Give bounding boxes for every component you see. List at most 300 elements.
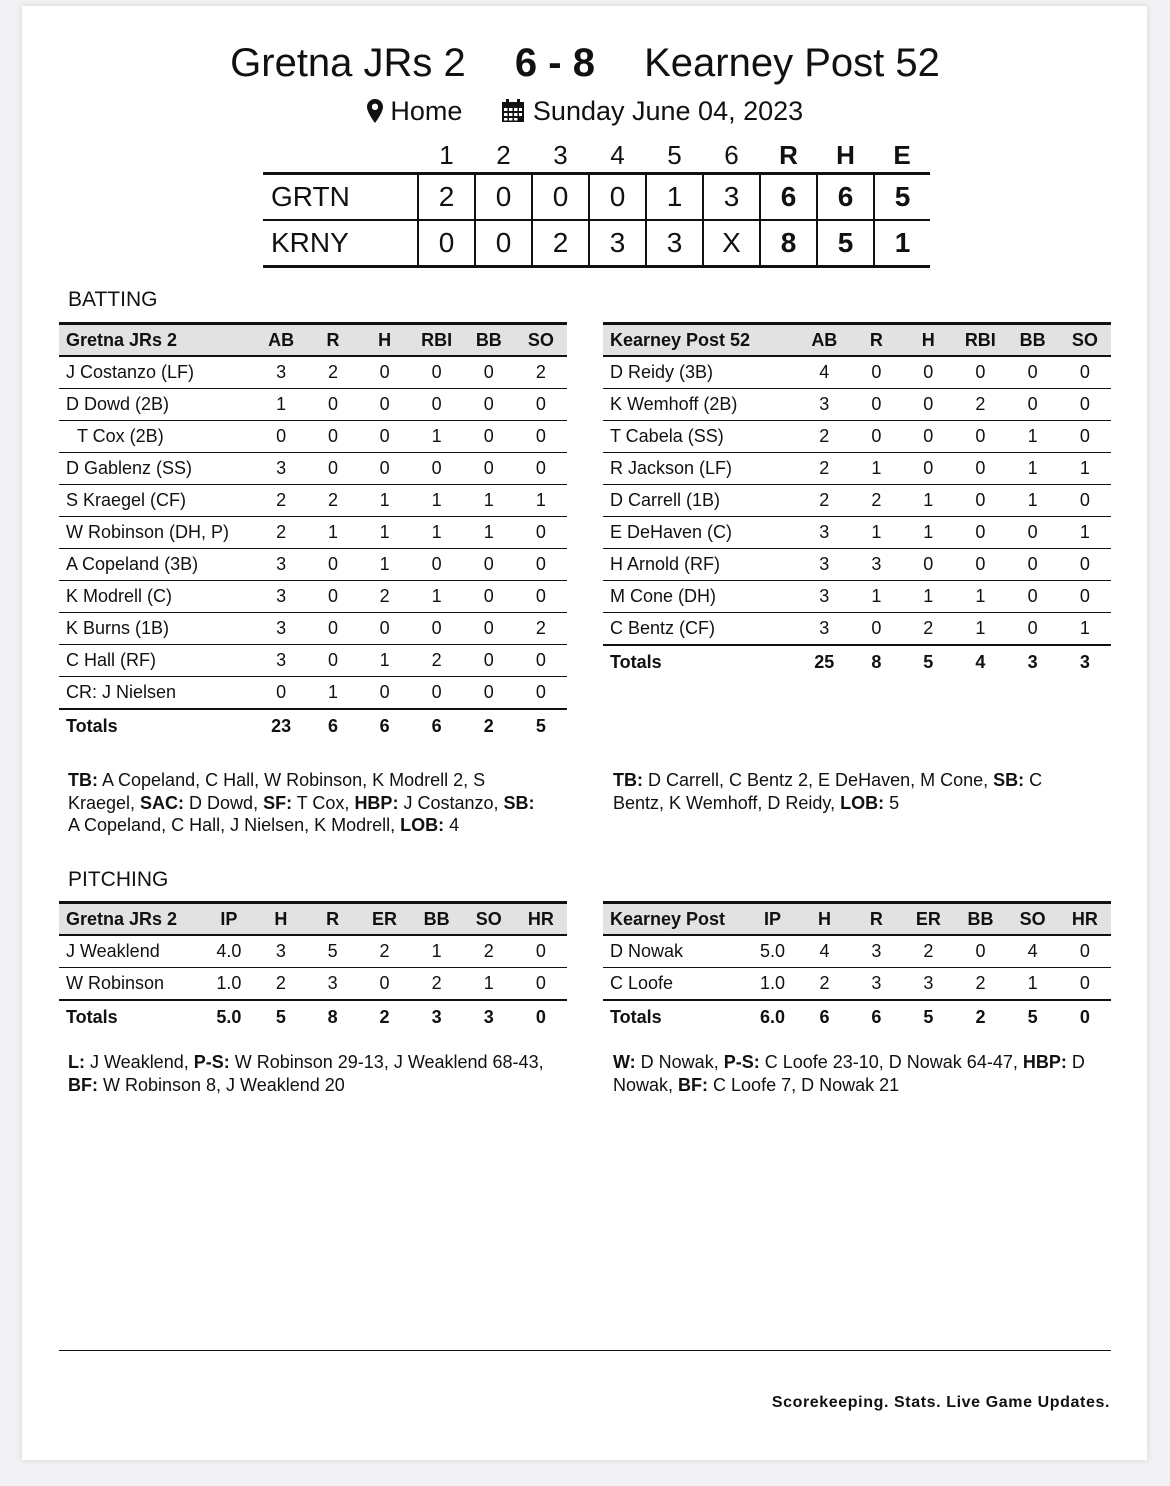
- pitching-section-label: PITCHING: [68, 868, 169, 891]
- stat-value: 2: [954, 389, 1006, 421]
- player-row: [603, 613, 1111, 646]
- stat-value: 5: [307, 935, 359, 968]
- total-value: 8: [850, 645, 902, 678]
- stats-header-row: [603, 324, 1111, 357]
- total-value: 6: [307, 709, 359, 742]
- note-label: TB:: [613, 770, 643, 790]
- inning-runs: 0: [475, 174, 532, 221]
- stat-value: 1: [850, 517, 902, 549]
- player-row: [603, 581, 1111, 613]
- total-value: 3: [411, 1000, 463, 1033]
- note-text: A Copeland, C Hall, J Nielsen, K Modrell,: [68, 815, 401, 835]
- player-name: W Robinson (DH, P): [59, 517, 255, 549]
- footer-tagline: Scorekeeping. Stats. Live Game Updates.: [771, 1394, 1110, 1411]
- player-name: H Arnold (RF): [603, 549, 798, 581]
- pitching-table-away: [603, 901, 1111, 1033]
- inning-runs: 0: [589, 174, 646, 221]
- linescore-row: [263, 174, 930, 221]
- stat-value: 0: [1059, 935, 1111, 968]
- note-label: SB:: [503, 792, 535, 813]
- linescore-team: GRTN: [263, 174, 418, 221]
- total-value: 6: [359, 709, 411, 742]
- game-info: [0, 94, 1170, 128]
- player-row: [59, 935, 567, 968]
- column-header: BB: [411, 903, 463, 936]
- stat-value: 0: [463, 677, 515, 710]
- stat-value: 1: [411, 581, 463, 613]
- stat-value: 3: [798, 389, 850, 421]
- player-name: D Reidy (3B): [603, 356, 798, 389]
- player-name: D Gablenz (SS): [59, 453, 255, 485]
- stat-value: 2: [515, 613, 567, 645]
- stat-value: 0: [515, 517, 567, 549]
- stat-value: 0: [850, 421, 902, 453]
- total-value: 3: [1007, 645, 1059, 678]
- note-label: BF:: [68, 1074, 98, 1095]
- note-label: P-S:: [723, 1052, 760, 1072]
- linescore-row: [263, 220, 930, 267]
- rhe-value: 8: [760, 220, 817, 267]
- stat-value: 0: [359, 421, 411, 453]
- stat-value: 0: [850, 613, 902, 646]
- batting-notes-home: [68, 769, 548, 837]
- total-value: 5: [902, 1000, 954, 1033]
- player-row: [603, 453, 1111, 485]
- inning-runs: 0: [418, 220, 475, 267]
- note-text: C Loofe 7, D Nowak 21: [708, 1074, 900, 1095]
- stat-value: 2: [255, 485, 307, 517]
- totals-row: [603, 645, 1111, 678]
- player-row: [59, 645, 567, 677]
- stat-value: 1: [515, 485, 567, 517]
- stat-value: 0: [1007, 517, 1059, 549]
- total-value: 6: [850, 1000, 902, 1033]
- total-value: 6: [411, 709, 463, 742]
- stat-value: 1: [1059, 453, 1111, 485]
- stat-value: 0: [255, 677, 307, 710]
- stat-value: 0: [463, 421, 515, 453]
- player-name: S Kraegel (CF): [59, 485, 255, 517]
- stat-value: 0: [1007, 613, 1059, 646]
- inning-header: 3: [553, 139, 568, 170]
- stat-value: 2: [307, 485, 359, 517]
- column-header: SO: [1007, 903, 1059, 936]
- stat-value: 1: [411, 485, 463, 517]
- rhe-header: H: [836, 139, 855, 170]
- note-label: TB:: [68, 770, 98, 790]
- column-header: SO: [1059, 324, 1111, 357]
- stat-value: 4.0: [203, 935, 255, 968]
- stat-value: 1: [359, 485, 411, 517]
- player-row: [59, 549, 567, 581]
- stat-value: 0: [307, 613, 359, 645]
- stat-value: 3: [798, 549, 850, 581]
- totals-row: [59, 709, 567, 742]
- stat-value: 1: [1059, 517, 1111, 549]
- rhe-header: R: [779, 139, 798, 170]
- stat-value: 1: [850, 453, 902, 485]
- linescore-table: [263, 138, 930, 268]
- stat-value: 3: [798, 613, 850, 646]
- note-text: D Nowak,: [635, 1052, 724, 1072]
- inning-runs: 2: [418, 174, 475, 221]
- player-row: [59, 581, 567, 613]
- stat-value: 1: [411, 421, 463, 453]
- player-name: C Hall (RF): [59, 645, 255, 677]
- note-label: W:: [613, 1052, 636, 1072]
- stat-value: 0: [1059, 356, 1111, 389]
- note-label: P-S:: [193, 1052, 230, 1072]
- stat-value: 1.0: [203, 968, 255, 1001]
- note-label: SF:: [263, 792, 293, 813]
- stat-value: 2: [902, 935, 954, 968]
- total-value: 0: [515, 1000, 567, 1033]
- stat-value: 0: [463, 356, 515, 389]
- stat-value: 0: [307, 581, 359, 613]
- stat-value: 1: [307, 517, 359, 549]
- total-value: 5: [1007, 1000, 1059, 1033]
- player-name: C Bentz (CF): [603, 613, 798, 646]
- stat-value: 1: [954, 581, 1006, 613]
- column-header: H: [902, 324, 954, 357]
- note-text: T Cox,: [292, 792, 355, 813]
- player-row: [603, 968, 1111, 1001]
- stat-value: 3: [255, 613, 307, 645]
- stat-value: 1: [411, 517, 463, 549]
- player-name: D Nowak: [603, 935, 746, 968]
- total-value: 8: [307, 1000, 359, 1033]
- stat-value: 0: [1059, 968, 1111, 1001]
- stat-value: 0: [411, 549, 463, 581]
- note-text: D Carrell, C Bentz 2, E DeHaven, M Cone,: [643, 770, 994, 790]
- stat-value: 1: [1007, 485, 1059, 517]
- stat-value: 0: [954, 935, 1006, 968]
- stat-value: 2: [902, 613, 954, 646]
- total-value: 25: [798, 645, 850, 678]
- player-name: K Burns (1B): [59, 613, 255, 645]
- player-row: [603, 485, 1111, 517]
- pitching-table-home: [59, 901, 567, 1033]
- inning-runs: 3: [646, 220, 703, 267]
- column-header: BB: [463, 324, 515, 357]
- stat-value: 0: [515, 549, 567, 581]
- player-name: K Modrell (C): [59, 581, 255, 613]
- inning-header: 5: [667, 139, 682, 170]
- note-label: HBP:: [1022, 1052, 1067, 1072]
- team-header: Gretna JRs 2: [59, 324, 255, 357]
- total-value: 3: [1059, 645, 1111, 678]
- stat-value: 1: [411, 935, 463, 968]
- home-team-name: Gretna JRs 2: [230, 41, 466, 85]
- stat-value: 2: [798, 421, 850, 453]
- inning-runs: 0: [532, 174, 589, 221]
- stat-value: 0: [1007, 549, 1059, 581]
- stat-value: 3: [850, 549, 902, 581]
- stat-value: 0: [411, 389, 463, 421]
- team-header: Gretna JRs 2: [59, 903, 203, 936]
- stat-value: 0: [307, 389, 359, 421]
- player-row: [59, 389, 567, 421]
- stat-value: 2: [798, 485, 850, 517]
- stat-value: 2: [255, 968, 307, 1001]
- column-header: RBI: [411, 324, 463, 357]
- rhe-value: 6: [760, 174, 817, 221]
- column-header: ER: [359, 903, 411, 936]
- stat-value: 0: [515, 677, 567, 710]
- column-header: HR: [515, 903, 567, 936]
- stat-value: 3: [255, 935, 307, 968]
- note-label: L:: [68, 1052, 85, 1072]
- total-value: 2: [359, 1000, 411, 1033]
- inning-runs: 1: [646, 174, 703, 221]
- stat-value: 0: [954, 453, 1006, 485]
- stat-value: 4: [1007, 935, 1059, 968]
- stat-value: 0: [307, 453, 359, 485]
- note-label: SB:: [993, 770, 1025, 790]
- stat-value: 1: [359, 517, 411, 549]
- player-name: J Weaklend: [59, 935, 203, 968]
- stat-value: 2: [850, 485, 902, 517]
- stat-value: 0: [411, 356, 463, 389]
- note-text: J Weaklend,: [85, 1052, 194, 1072]
- column-header: R: [850, 324, 902, 357]
- calendar-icon: [501, 96, 525, 126]
- note-text: W Robinson 29-13, J Weaklend 68-43,: [229, 1052, 544, 1072]
- stat-value: 0: [463, 613, 515, 645]
- stat-value: 0: [359, 356, 411, 389]
- stat-value: 0: [359, 677, 411, 710]
- final-score: 6 - 8: [514, 41, 595, 85]
- column-header: IP: [203, 903, 255, 936]
- inning-runs: 2: [532, 220, 589, 267]
- total-value: 0: [1059, 1000, 1111, 1033]
- column-header: H: [799, 903, 851, 936]
- stat-value: 0: [1059, 549, 1111, 581]
- player-name: T Cox (2B): [59, 421, 255, 453]
- stat-value: 1: [255, 389, 307, 421]
- stat-value: 2: [411, 968, 463, 1001]
- inning-header: 2: [496, 139, 511, 170]
- stat-value: 4: [798, 356, 850, 389]
- stat-value: 0: [515, 421, 567, 453]
- total-value: 4: [954, 645, 1006, 678]
- note-text: D Dowd,: [184, 792, 264, 813]
- player-row: [603, 356, 1111, 389]
- stat-value: 1: [1059, 613, 1111, 646]
- player-row: [59, 453, 567, 485]
- column-header: SO: [463, 903, 515, 936]
- stat-value: 0: [515, 389, 567, 421]
- stat-value: 0: [954, 356, 1006, 389]
- map-pin-icon: [367, 96, 383, 126]
- stat-value: 3: [255, 581, 307, 613]
- stat-value: 1: [463, 968, 515, 1001]
- note-text: C Loofe 23-10, D Nowak 64-47,: [759, 1052, 1023, 1072]
- stat-value: 3: [255, 453, 307, 485]
- stat-value: 2: [255, 517, 307, 549]
- rhe-value: 5: [874, 174, 930, 221]
- stat-value: 0: [411, 453, 463, 485]
- player-name: T Cabela (SS): [603, 421, 798, 453]
- stat-value: 1: [463, 485, 515, 517]
- stats-header-row: [59, 903, 567, 936]
- player-row: [59, 485, 567, 517]
- note-text: C Bentz, K Wemhoff, D Reidy,: [613, 770, 1043, 813]
- stat-value: 0: [1007, 581, 1059, 613]
- stat-value: 1: [902, 485, 954, 517]
- rhe-value: 5: [817, 220, 874, 267]
- total-value: 2: [954, 1000, 1006, 1033]
- stat-value: 2: [954, 968, 1006, 1001]
- stat-value: 0: [954, 421, 1006, 453]
- stat-value: 1: [307, 677, 359, 710]
- stat-value: 3: [850, 935, 902, 968]
- totals-label: Totals: [59, 709, 255, 742]
- stat-value: 0: [255, 421, 307, 453]
- note-label: SAC:: [140, 792, 185, 813]
- stat-value: 1: [902, 517, 954, 549]
- note-label: LOB:: [840, 792, 885, 813]
- stat-value: 0: [954, 485, 1006, 517]
- totals-label: Totals: [603, 1000, 746, 1033]
- team-header: Kearney Post: [603, 903, 746, 936]
- inning-runs: 3: [703, 174, 760, 221]
- stat-value: 1: [1007, 968, 1059, 1001]
- column-header: R: [307, 903, 359, 936]
- stat-value: 0: [463, 581, 515, 613]
- stat-value: 5.0: [746, 935, 798, 968]
- note-label: BF:: [678, 1074, 709, 1095]
- stat-value: 0: [902, 453, 954, 485]
- stat-value: 2: [463, 935, 515, 968]
- stat-value: 0: [307, 549, 359, 581]
- column-header: R: [307, 324, 359, 357]
- player-row: [59, 677, 567, 710]
- totals-row: [603, 1000, 1111, 1033]
- stat-value: 0: [463, 453, 515, 485]
- inning-runs: 0: [475, 220, 532, 267]
- stat-value: 2: [359, 935, 411, 968]
- pitching-notes-away: [613, 1051, 1113, 1096]
- rhe-value: 1: [874, 220, 930, 267]
- total-value: 23: [255, 709, 307, 742]
- stat-value: 0: [359, 613, 411, 645]
- stat-value: 0: [1059, 389, 1111, 421]
- stat-value: 0: [359, 453, 411, 485]
- note-text: J Costanzo,: [398, 792, 504, 813]
- stat-value: 1: [463, 517, 515, 549]
- note-label: HBP:: [354, 792, 399, 813]
- stat-value: 0: [463, 549, 515, 581]
- totals-label: Totals: [59, 1000, 203, 1033]
- inning-header: 6: [724, 139, 739, 170]
- note-label: LOB:: [400, 815, 445, 835]
- total-value: 6: [799, 1000, 851, 1033]
- batting-notes-away: [613, 769, 1093, 814]
- rhe-value: 6: [817, 174, 874, 221]
- location-text: Home: [390, 96, 463, 126]
- stat-value: 1: [359, 645, 411, 677]
- player-name: M Cone (DH): [603, 581, 798, 613]
- note-text: 5: [884, 792, 900, 813]
- linescore-team: KRNY: [263, 220, 418, 267]
- stat-value: 0: [515, 935, 567, 968]
- player-row: [59, 421, 567, 453]
- player-row: [59, 613, 567, 645]
- player-row: [603, 389, 1111, 421]
- total-value: 5: [515, 709, 567, 742]
- stat-value: 0: [359, 968, 411, 1001]
- player-row: [59, 356, 567, 389]
- footer-divider: [59, 1350, 1111, 1351]
- batting-section-label: BATTING: [68, 288, 158, 311]
- stats-header-row: [59, 324, 567, 357]
- stat-value: 0: [954, 517, 1006, 549]
- stat-value: 3: [798, 517, 850, 549]
- stat-value: 1: [359, 549, 411, 581]
- player-row: [603, 549, 1111, 581]
- stat-value: 3: [255, 356, 307, 389]
- column-header: AB: [255, 324, 307, 357]
- totals-label: Totals: [603, 645, 798, 678]
- inning-runs: 3: [589, 220, 646, 267]
- stat-value: 1: [954, 613, 1006, 646]
- stats-header-row: [603, 903, 1111, 936]
- stat-value: 0: [359, 389, 411, 421]
- stat-value: 0: [1007, 356, 1059, 389]
- stat-value: 0: [307, 421, 359, 453]
- stat-value: 0: [902, 356, 954, 389]
- stat-value: 3: [850, 968, 902, 1001]
- linescore-header-row: [263, 138, 930, 174]
- player-name: E DeHaven (C): [603, 517, 798, 549]
- stat-value: 0: [1059, 485, 1111, 517]
- stat-value: 3: [902, 968, 954, 1001]
- stat-value: 0: [902, 389, 954, 421]
- stat-value: 0: [515, 968, 567, 1001]
- note-text: W Robinson 8, J Weaklend 20: [98, 1074, 345, 1095]
- batting-table-away: [603, 322, 1111, 678]
- player-name: W Robinson: [59, 968, 203, 1001]
- stat-value: 0: [411, 613, 463, 645]
- player-name: D Dowd (2B): [59, 389, 255, 421]
- column-header: H: [255, 903, 307, 936]
- stat-value: 0: [954, 549, 1006, 581]
- rhe-header: E: [893, 139, 911, 170]
- stat-value: 1: [902, 581, 954, 613]
- pitching-notes-home: [68, 1051, 548, 1096]
- stat-value: 0: [515, 645, 567, 677]
- stat-value: 0: [902, 421, 954, 453]
- player-row: [603, 935, 1111, 968]
- player-row: [59, 968, 567, 1001]
- note-text: A Copeland, C Hall, W Robinson, K Modrell 2, S Kraegel,: [68, 770, 486, 813]
- stat-value: 2: [307, 356, 359, 389]
- player-row: [59, 517, 567, 549]
- stat-value: 3: [307, 968, 359, 1001]
- stat-value: 0: [902, 549, 954, 581]
- stat-value: 2: [515, 356, 567, 389]
- column-header: ER: [902, 903, 954, 936]
- game-title: [0, 38, 1170, 88]
- stat-value: 1: [1007, 453, 1059, 485]
- stat-value: 1: [1007, 421, 1059, 453]
- stat-value: 0: [463, 645, 515, 677]
- totals-row: [59, 1000, 567, 1033]
- column-header: H: [359, 324, 411, 357]
- inning-runs: X: [703, 220, 760, 267]
- stat-value: 0: [307, 645, 359, 677]
